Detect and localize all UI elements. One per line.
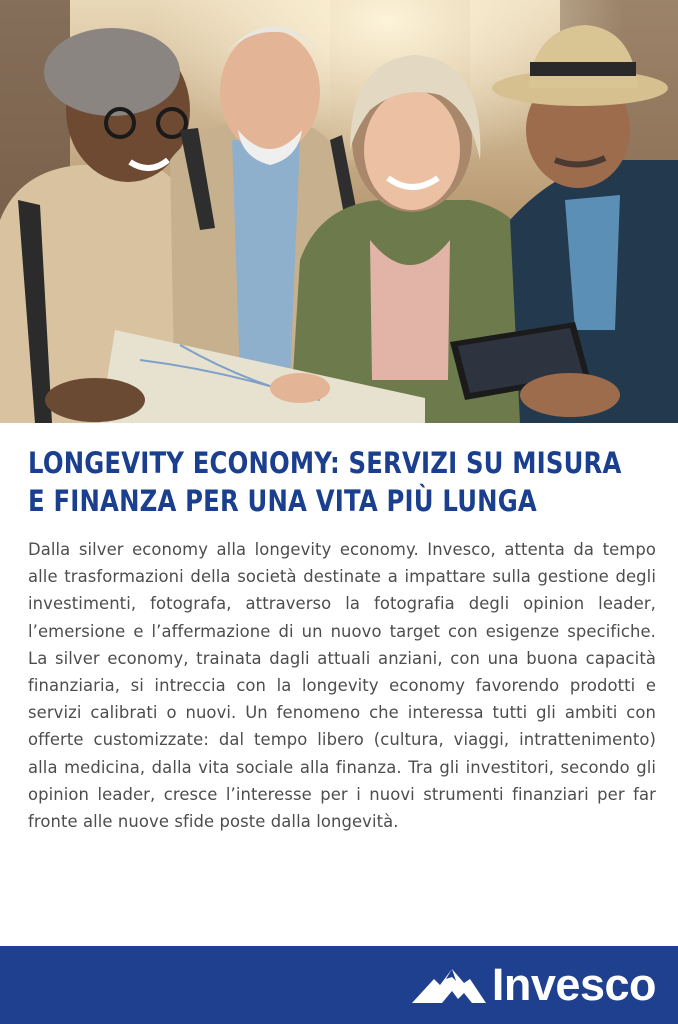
hero-illustration: [0, 0, 678, 423]
invesco-logo: [412, 960, 656, 1010]
hero-photo: [0, 0, 678, 423]
brand-name: Invesco: [491, 959, 656, 1010]
headline: [28, 444, 622, 520]
footer-band: [0, 946, 678, 1024]
mountain-logo-icon: [412, 965, 486, 1005]
headline-line-2: E FINANZA PER UNA VITA PIÙ LUNGA: [28, 484, 537, 518]
headline-line-1: LONGEVITY ECONOMY: SERVIZI SU MISURA: [28, 446, 622, 480]
article: [28, 444, 656, 835]
article-body: Dalla silver economy alla longevity economy. Invesco, attenta da tempo alle trasformazioni della società destinate a impattare sulla gestione degli investimenti, fotografa, attraverso la fotografia degli opinion leader, l’emersione e l’affermazione di un nuovo target con esigenze specifiche. La silver economy, trainata dagli attuali anziani, con una buona capacità finanziaria, si intreccia con la longevity economy favorendo prodotti e servizi calibrati o nuovi. Un fenomeno che interessa tutti gli ambiti con offerte customizzate: dal tempo libero (cultura, viaggi, intrattenimento) alla medicina, dalla vita sociale alla finanza. Tra gli investitori, secondo gli opinion leader, cresce l’interesse per i nuovi strumenti finanziari per far fronte alle nuove sfide poste dalla longevità.: [28, 540, 656, 832]
hand-right: [520, 373, 620, 417]
hand-left: [45, 378, 145, 422]
